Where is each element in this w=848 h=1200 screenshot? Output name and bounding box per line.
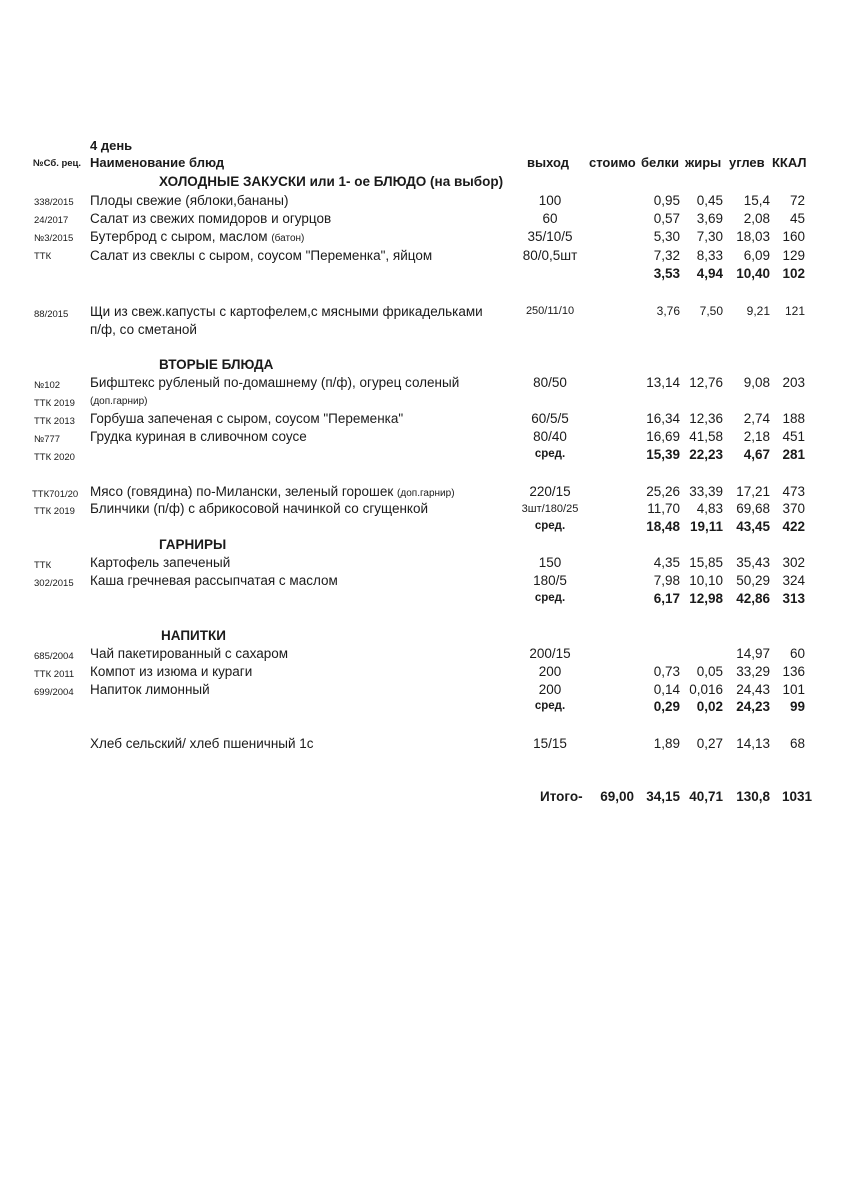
header-kcal: ККАЛ [772, 155, 807, 170]
total-cost: 69,00 [600, 789, 634, 804]
protein: 11,70 [647, 501, 680, 516]
fat: 7,30 [696, 229, 723, 244]
dish-yield: 100 [538, 193, 562, 208]
recipe-code-2: ТТК 2019 [34, 398, 75, 409]
recipe-code: 699/2004 [34, 687, 74, 698]
dish-name: Чай пакетированный с сахаром [90, 646, 289, 661]
dish-name: Салат из свеклы с сыром, соусом "Переменка", яйцом [90, 248, 433, 263]
protein: 16,69 [646, 429, 680, 444]
dish-name: Блинчики (п/ф) с абрикосовой начинкой со сгущенкой [90, 501, 429, 516]
section-garnish: ГАРНИРЫ [159, 537, 227, 552]
avg-carbs: 4,67 [743, 447, 770, 462]
total-protein: 34,15 [646, 789, 680, 804]
dish-yield: 15/15 [533, 736, 567, 751]
kcal: 45 [789, 211, 805, 226]
dish-yield: 180/5 [533, 573, 567, 588]
carbs: 15,4 [743, 193, 770, 208]
carbs: 9,21 [746, 304, 770, 318]
recipe-code-2: ТТК 2020 [34, 452, 75, 463]
total-kcal: 1031 [781, 789, 812, 804]
kcal: 101 [782, 682, 805, 697]
recipe-code: №3/2015 [34, 233, 74, 244]
carbs: 18,03 [736, 229, 770, 244]
carbs: 2,08 [743, 211, 770, 226]
fat: 0,05 [696, 664, 723, 679]
avg-fat: 12,98 [689, 591, 723, 606]
kcal: 203 [782, 375, 805, 390]
protein: 0,57 [653, 211, 680, 226]
protein: 13,14 [646, 375, 680, 390]
dish-yield: 200 [538, 664, 562, 679]
avg-label: сред. [534, 448, 566, 460]
section-drinks: НАПИТКИ [161, 628, 226, 643]
recipe-code: ТТК 2011 [34, 669, 75, 680]
kcal: 451 [782, 429, 805, 444]
fat: 3,69 [696, 211, 723, 226]
recipe-code: ТТК 2013 [34, 416, 75, 427]
carbs: 2,74 [743, 411, 770, 426]
total-label: Итого- [540, 789, 583, 804]
recipe-code: ТТК701/20 [32, 489, 79, 500]
avg-kcal: 422 [782, 519, 805, 534]
recipe-code: 302/2015 [34, 578, 74, 589]
fat: 0,45 [696, 193, 723, 208]
avg-fat: 4,94 [696, 266, 723, 281]
recipe-code: 88/2015 [34, 309, 69, 320]
recipe-code: ТТК [34, 560, 52, 571]
dish-name-line2: п/ф, со сметаной [90, 322, 197, 337]
dish-name-line1: Щи из свеж.капусты с картофелем,с мясными фрикадельками [90, 304, 483, 319]
carbs: 2,18 [743, 429, 770, 444]
avg-kcal: 313 [782, 591, 805, 606]
total-carbs: 130,8 [736, 789, 770, 804]
protein: 7,98 [653, 573, 680, 588]
kcal: 72 [789, 193, 805, 208]
day-label: 4 день [90, 138, 133, 153]
header-yield: выход [527, 155, 570, 170]
avg-carbs: 42,86 [736, 591, 770, 606]
protein: 25,26 [646, 484, 680, 499]
total-fat: 40,71 [689, 789, 723, 804]
recipe-code: №102 [34, 380, 61, 391]
fat: 8,33 [696, 248, 723, 263]
dish-name: Плоды свежие (яблоки,бананы) [90, 193, 289, 208]
avg-fat: 0,02 [696, 699, 723, 714]
dish-name: Напиток лимонный [90, 682, 210, 697]
carbs: 6,09 [743, 248, 770, 263]
dish-name: Картофель запеченый [90, 555, 231, 570]
protein: 0,14 [653, 682, 680, 697]
header-cost: стоимо [589, 155, 636, 170]
dish-note: (доп.гарнир) [90, 396, 148, 407]
dish-yield: 80/50 [533, 375, 567, 390]
dish-yield: 150 [538, 555, 562, 570]
avg-carbs: 10,40 [736, 266, 770, 281]
dish-name [90, 229, 304, 244]
header-name: Наименование блюд [90, 155, 225, 170]
protein: 1,89 [653, 736, 680, 751]
dish-yield: 220/15 [529, 484, 571, 499]
dish-yield: 80/0,5шт [522, 248, 578, 263]
protein: 3,76 [656, 304, 680, 318]
dish-name-text: Бутерброд с сыром, маслом [90, 229, 268, 244]
avg-protein: 6,17 [653, 591, 680, 606]
kcal: 68 [789, 736, 805, 751]
avg-carbs: 24,23 [736, 699, 770, 714]
header-fat: жиры [685, 155, 722, 170]
dish-name: Салат из свежих помидоров и огурцов [90, 211, 332, 226]
carbs: 35,43 [736, 555, 770, 570]
carbs: 50,29 [736, 573, 770, 588]
dish-note: (доп.гарнир) [397, 488, 455, 499]
section-cold: ХОЛОДНЫЕ ЗАКУСКИ или 1- ое БЛЮДО (на выбор) [159, 174, 504, 189]
kcal: 324 [782, 573, 805, 588]
dish-yield: 250/11/10 [525, 305, 575, 317]
dish-name [90, 484, 455, 499]
recipe-code: 24/2017 [34, 215, 69, 226]
fat: 41,58 [689, 429, 723, 444]
avg-kcal: 99 [789, 699, 805, 714]
dish-name: Горбуша запеченая с сыром, соусом "Переменка" [90, 411, 404, 426]
recipe-code: ТТК 2019 [34, 506, 75, 517]
carbs: 9,08 [743, 375, 770, 390]
dish-name: Грудка куриная в сливочном соусе [90, 429, 307, 444]
avg-fat: 22,23 [689, 447, 723, 462]
recipe-code: №777 [34, 434, 61, 445]
dish-yield: 35/10/5 [527, 229, 573, 244]
kcal: 160 [782, 229, 805, 244]
dish-yield: 80/40 [533, 429, 567, 444]
recipe-code: ТТК [34, 251, 52, 262]
protein: 5,30 [653, 229, 680, 244]
protein: 0,73 [653, 664, 680, 679]
carbs: 69,68 [736, 501, 770, 516]
fat: 10,10 [689, 573, 723, 588]
avg-protein: 18,48 [646, 519, 680, 534]
dish-name: Каша гречневая рассыпчатая с маслом [90, 573, 338, 588]
avg-protein: 15,39 [646, 447, 680, 462]
protein: 4,35 [653, 555, 680, 570]
protein: 16,34 [646, 411, 680, 426]
carbs: 33,29 [736, 664, 770, 679]
header-recipe-no: №Сб. рец. [33, 158, 82, 169]
fat: 0,016 [689, 682, 723, 697]
dish-yield: 200/15 [529, 646, 571, 661]
kcal: 473 [782, 484, 805, 499]
avg-carbs: 43,45 [736, 519, 770, 534]
recipe-code: 338/2015 [34, 197, 74, 208]
dish-name: Бифштекс рубленый по-домашнему (п/ф), огурец соленый [90, 375, 460, 390]
fat: 12,36 [689, 411, 723, 426]
kcal: 188 [782, 411, 805, 426]
kcal: 136 [782, 664, 805, 679]
fat: 7,50 [699, 304, 723, 318]
recipe-code: 685/2004 [34, 651, 74, 662]
protein: 0,95 [653, 193, 680, 208]
fat: 15,85 [689, 555, 723, 570]
protein: 7,32 [653, 248, 680, 263]
avg-label: сред. [534, 700, 566, 712]
header-protein: белки [641, 155, 680, 170]
carbs: 17,21 [736, 484, 770, 499]
carbs: 14,97 [736, 646, 770, 661]
dish-name-text: Мясо (говядина) по-Милански, зеленый горошек [90, 484, 394, 499]
avg-kcal: 281 [782, 447, 805, 462]
fat: 4,83 [696, 501, 723, 516]
fat: 12,76 [689, 375, 723, 390]
avg-protein: 3,53 [653, 266, 680, 281]
avg-kcal: 102 [782, 266, 805, 281]
dish-name: Хлеб сельский/ хлеб пшеничный 1с [90, 736, 314, 751]
section-second: ВТОРЫЕ БЛЮДА [159, 357, 274, 372]
fat: 33,39 [689, 484, 723, 499]
kcal: 302 [782, 555, 805, 570]
carbs: 14,13 [736, 736, 770, 751]
fat: 0,27 [696, 736, 723, 751]
kcal: 129 [782, 248, 805, 263]
dish-yield: 60/5/5 [531, 411, 569, 426]
dish-yield: 200 [538, 682, 562, 697]
kcal: 60 [789, 646, 805, 661]
kcal: 370 [782, 501, 805, 516]
dish-yield: 3шт/180/25 [521, 503, 579, 515]
dish-yield: 60 [542, 211, 558, 226]
avg-label: сред. [534, 592, 566, 604]
kcal: 121 [784, 304, 805, 318]
avg-fat: 19,11 [689, 519, 723, 534]
dish-note: (батон) [271, 233, 305, 244]
dish-name: Компот из изюма и кураги [90, 664, 253, 679]
carbs: 24,43 [736, 682, 770, 697]
avg-label: сред. [534, 520, 566, 532]
avg-protein: 0,29 [653, 699, 680, 714]
header-carbs: углев [729, 155, 765, 170]
